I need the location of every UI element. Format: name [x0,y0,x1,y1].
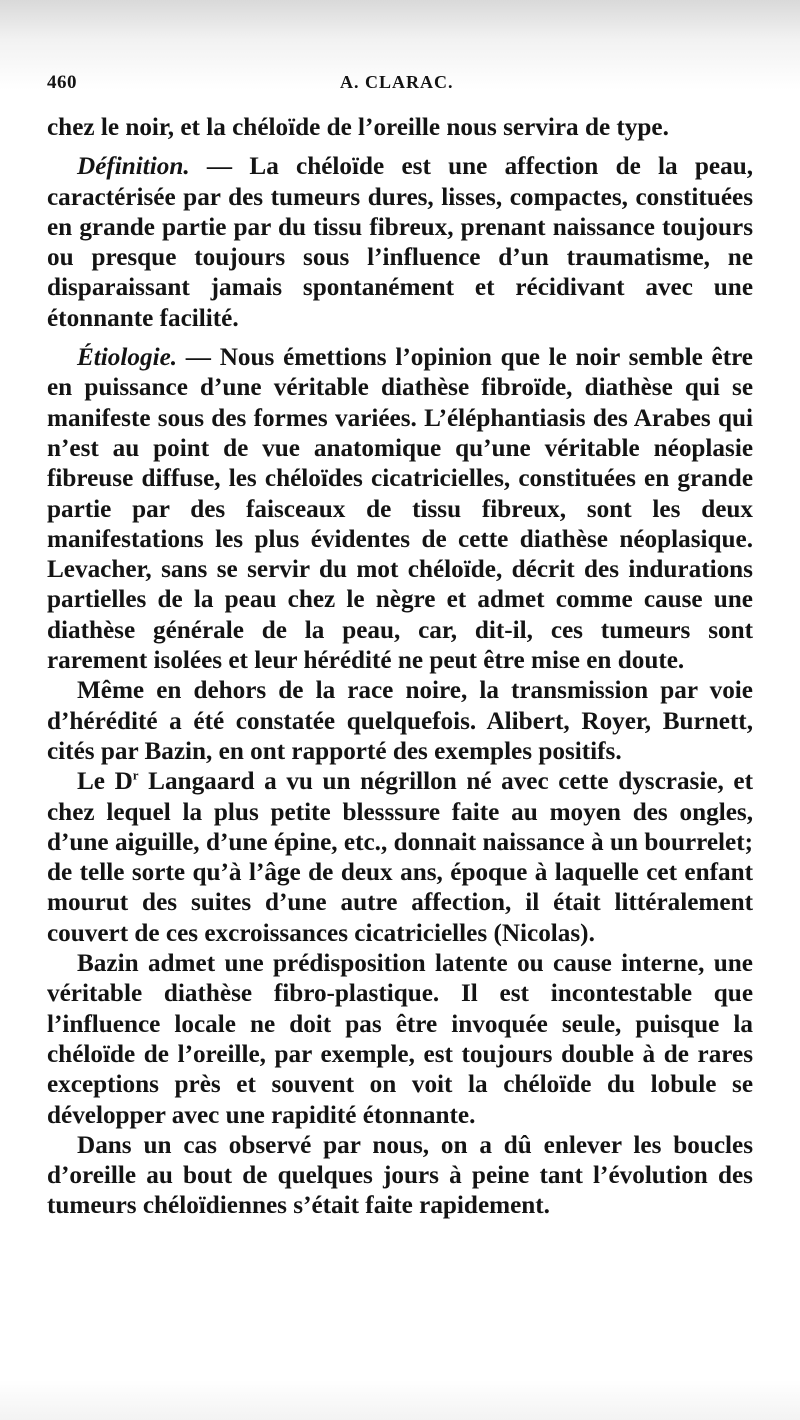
section-lead-etiologie: Étiologie. [77,344,178,372]
page-number: 460 [47,72,77,93]
paragraph-continuation: chez le noir, et la chéloïde de l’oreille nous servira de type. [47,114,669,141]
paragraph-bazin: Bazin admet une prédisposition latente ou cause interne, une véritable diathèse fibro-plastique. Il est incontestable que l’influence locale ne doit pas être invoquée seule, puisque la chéloïde de l’oreille, par exemple, est toujours double à de rares exceptions près et souvent on voit la chéloïde du lobule se développer avec une rapidité étonnante. [47,950,753,1129]
body-text [47,113,753,1222]
paragraph-definition: Définition. — La chéloïde est une affection de la peau, caractérisée par des tumeurs dures, lisses, compactes, constituées en grande partie par du tissu fibreux, prenant naissance toujours ou presque toujours sous l’influence d’un traumatisme, ne disparaissant jamais spontanément et récidivant avec une étonnante facilité. [47,153,753,332]
paragraph-etiologie: Étiologie. — Nous émettions l’opinion que le noir semble être en puissance d’une véritable diathèse fibroïde, diathèse qui se manifeste sous des formes variées. L’éléphantiasis des Arabes qui n’est au point de vue anatomique qu’une véritable néoplasie fibreuse diffuse, les chéloïdes cicatricielles, constituées en grande partie par des faisceaux de tissu fibreux, sont les deux manifestations les plus évidentes de cette diathèse néoplasique. Levacher, sans se servir du mot chéloïde, décrit des indurations partielles de la peau chez le nègre et admet comme cause une diathèse générale de la peau, car, dit-il, ces tumeurs sont rarement isolées et leur hérédité ne peut être mise en doute. [47,344,753,675]
paragraph-heredite: Même en dehors de la race noire, la transmission par voie d’hérédité a été constatée quelquefois. Alibert, Royer, Burnett, cités par Bazin, en ont rapporté des exemples positifs. [47,677,753,765]
section-lead-definition: Définition. [77,153,190,181]
running-head: A. CLARAC. [340,72,454,92]
page-header [47,72,753,104]
paragraph-langaard: Le $D^r$ Langaard a vu un négrillon né avec cette dyscrasie, et chez lequel la plus petite blesssure faite au moyen des ongles, d’une aiguille, d’une épine, etc., donnait naissance à un bourrelet; de telle sorte qu’à l’âge de deux ans, époque à laquelle cet enfant mourut des suites d’une autre affection, il était littéralement couvert de ces excroissances cicatricielles (Nicolas). [47,767,753,947]
paragraph-observation: Dans un cas observé par nous, on a dû enlever les boucles d’oreille au bout de quelques jours à peine tant l’évolution des tumeurs chéloïdiennes s’était faite rapidement. [47,1131,753,1220]
